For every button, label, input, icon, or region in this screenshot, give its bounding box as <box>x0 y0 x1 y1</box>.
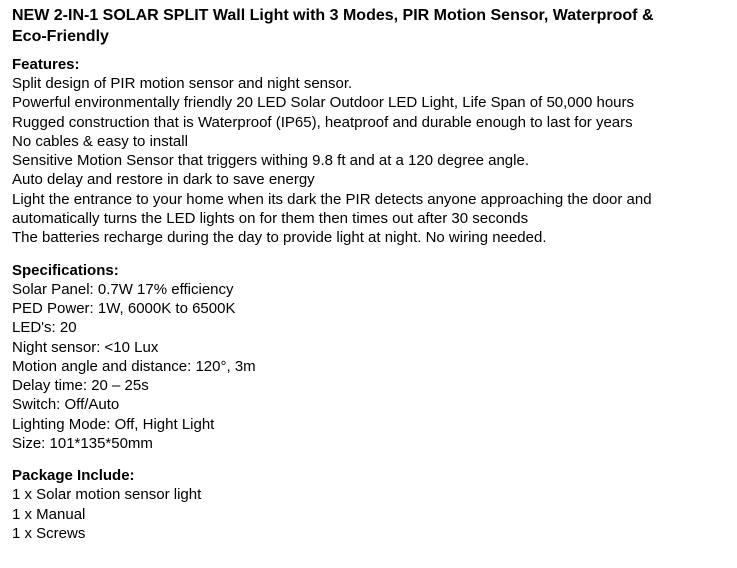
list-item: Light the entrance to your home when its dark the PIR detects anyone approaching the door and automatically turns the LED lights on for them then times out after 30 seconds <box>12 190 656 228</box>
package-section <box>12 466 737 543</box>
list-item: Rugged construction that is Waterproof (IP65), heatproof and durable enough to last for years <box>12 113 633 131</box>
list-item: Auto delay and restore in dark to save energy <box>12 171 315 189</box>
specifications-section <box>12 261 737 454</box>
features-heading: Features: <box>12 56 80 73</box>
list-item: No cables & easy to install <box>12 132 188 150</box>
specifications-list <box>12 280 737 454</box>
list-item: 1 x Solar motion sensor light <box>12 486 202 504</box>
list-item: Lighting Mode: Off, Hight Light <box>12 415 215 433</box>
package-list <box>12 485 737 543</box>
list-item: Size: 101*135*50mm <box>12 435 153 453</box>
list-item: Delay time: 20 – 25s <box>12 377 149 395</box>
list-item: Split design of PIR motion sensor and night sensor. <box>12 75 353 92</box>
list-item: Night sensor: <10 Lux <box>12 338 159 356</box>
list-item: PED Power: 1W, 6000K to 6500K <box>12 299 236 317</box>
list-item: 1 x Screws <box>12 524 86 542</box>
list-item: Solar Panel: 0.7W 17% efficiency <box>12 280 234 298</box>
list-item: Motion angle and distance: 120°, 3m <box>12 357 256 375</box>
package-heading: Package Include: <box>12 467 135 485</box>
specifications-heading: Specifications: <box>12 261 119 279</box>
list-item: 1 x Manual <box>12 505 86 523</box>
product-title: NEW 2-IN-1 SOLAR SPLIT Wall Light with 3 Modes, PIR Motion Sensor, Waterproof & Eco-Friendly <box>12 7 654 45</box>
list-item: Sensitive Motion Sensor that triggers withing 9.8 ft and at a 120 degree angle. <box>12 152 529 170</box>
list-item: LED's: 20 <box>12 319 77 337</box>
features-list <box>12 74 737 248</box>
features-section <box>12 55 737 248</box>
list-item: Powerful environmentally friendly 20 LED Solar Outdoor LED Light, Life Span of 50,000 hours <box>12 94 635 112</box>
list-item: The batteries recharge during the day to provide light at night. No wiring needed. <box>12 229 547 247</box>
list-item: Switch: Off/Auto <box>12 396 120 414</box>
